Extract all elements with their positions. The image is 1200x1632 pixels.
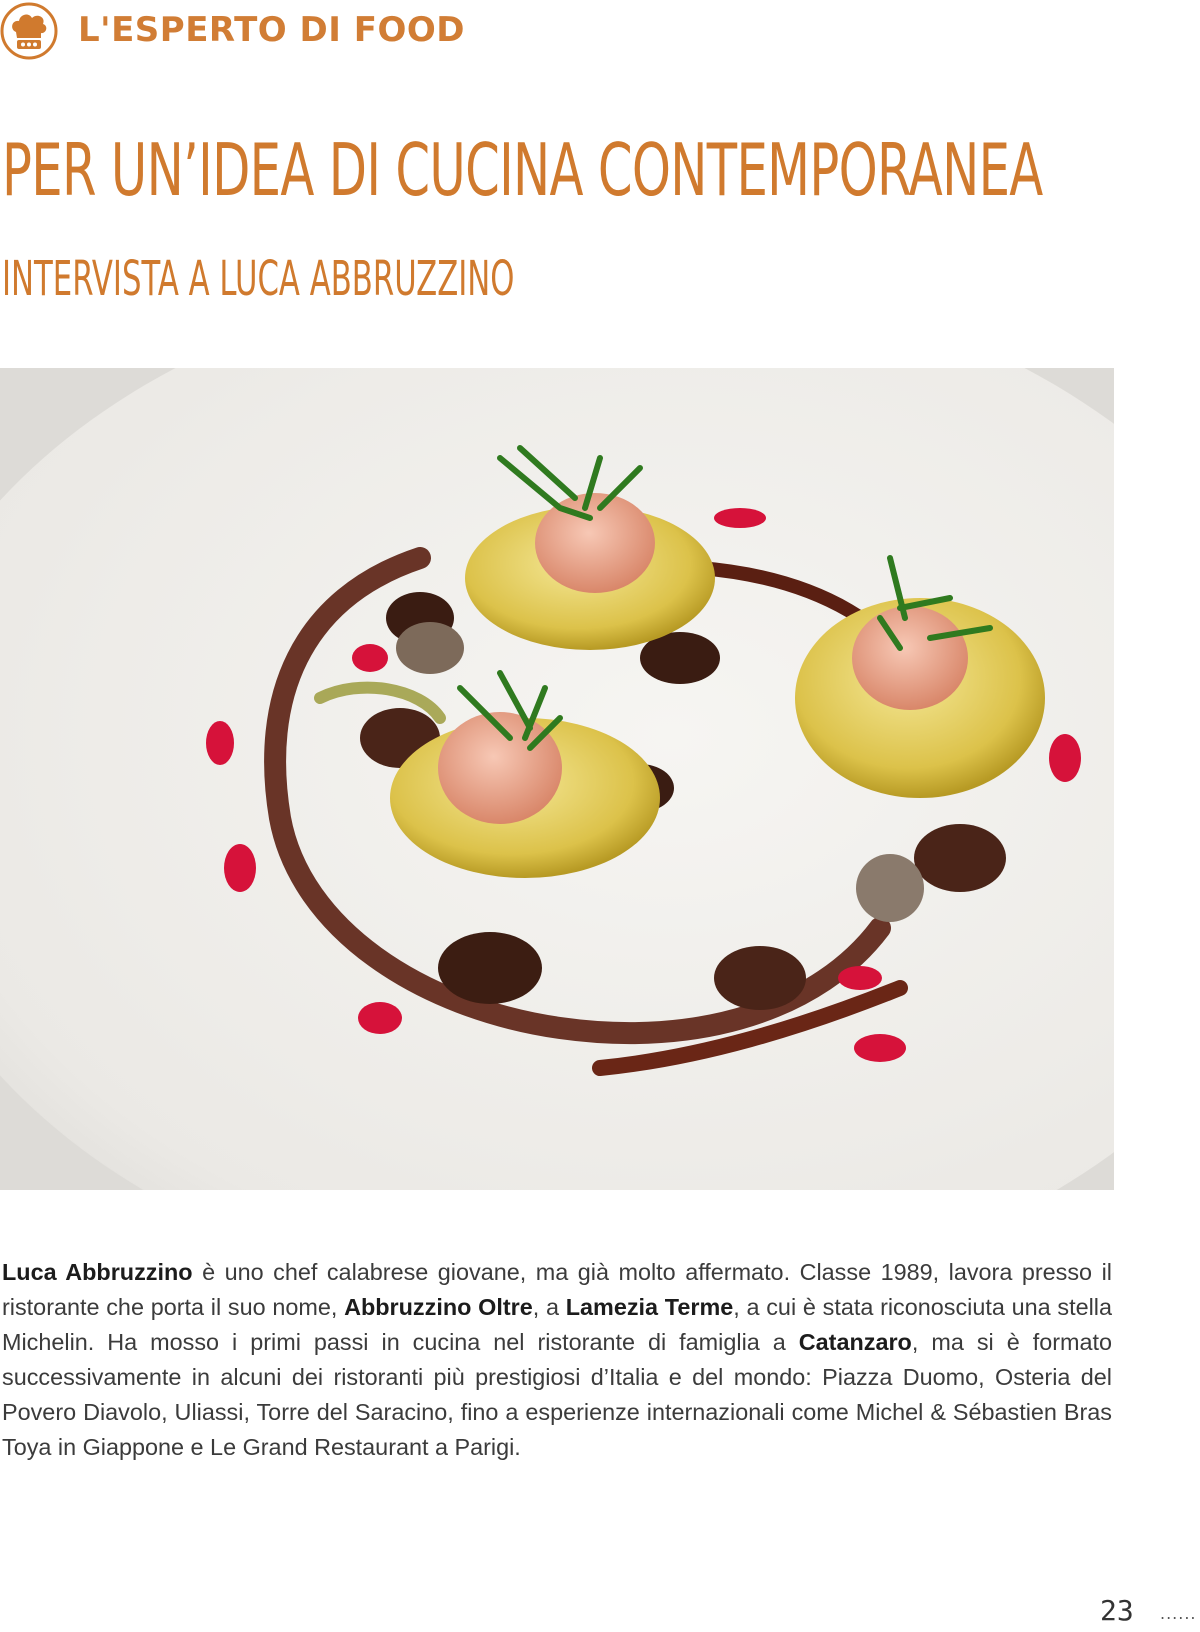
section-header: [0, 0, 600, 64]
body-text-run: è uno chef calabrese giovane, ma già molto affermato. Classe 1989, lavora presso il ristorante che porta il suo nome,: [2, 1259, 1112, 1320]
plated-ravioli-dish-image: [0, 368, 1114, 1190]
dish-photo: [0, 368, 1114, 1190]
body-text-highlight: Abbruzzino Oltre: [344, 1294, 533, 1320]
chef-hat-icon: [0, 2, 58, 60]
body-text-highlight: Luca Abbruzzino: [2, 1259, 193, 1285]
body-text-highlight: Lamezia Terme: [565, 1294, 734, 1320]
body-text-run: , a: [532, 1294, 566, 1320]
page-number: 23: [1100, 1594, 1134, 1627]
section-label: L'ESPERTO DI FOOD: [78, 10, 465, 50]
article-subtitle: INTERVISTA A LUCA ABBRUZZINO: [2, 251, 515, 307]
body-text-highlight: Catanzaro: [798, 1329, 912, 1355]
page-number-dots: ......: [1160, 1604, 1197, 1623]
body-text-run: , a cui è stata riconosciuta una stella Michelin. Ha mosso i primi passi in cucina nel ristorante di famiglia a: [2, 1294, 1112, 1355]
body-text-run: , ma si è formato successivamente in alcuni dei ristoranti più prestigiosi d’Italia e del mondo: Piazza Duomo, Osteria del Povero Diavolo, Uliassi, Torre del Saracino, fino a esperienze internazionali come Michel & Sébastien Bras Toya in Giappone e Le Grand Restaurant a Parigi.: [2, 1329, 1113, 1460]
article-body: [2, 1255, 1112, 1465]
article-title: PER UN’IDEA DI CUCINA CONTEMPORANEA: [2, 128, 1043, 212]
